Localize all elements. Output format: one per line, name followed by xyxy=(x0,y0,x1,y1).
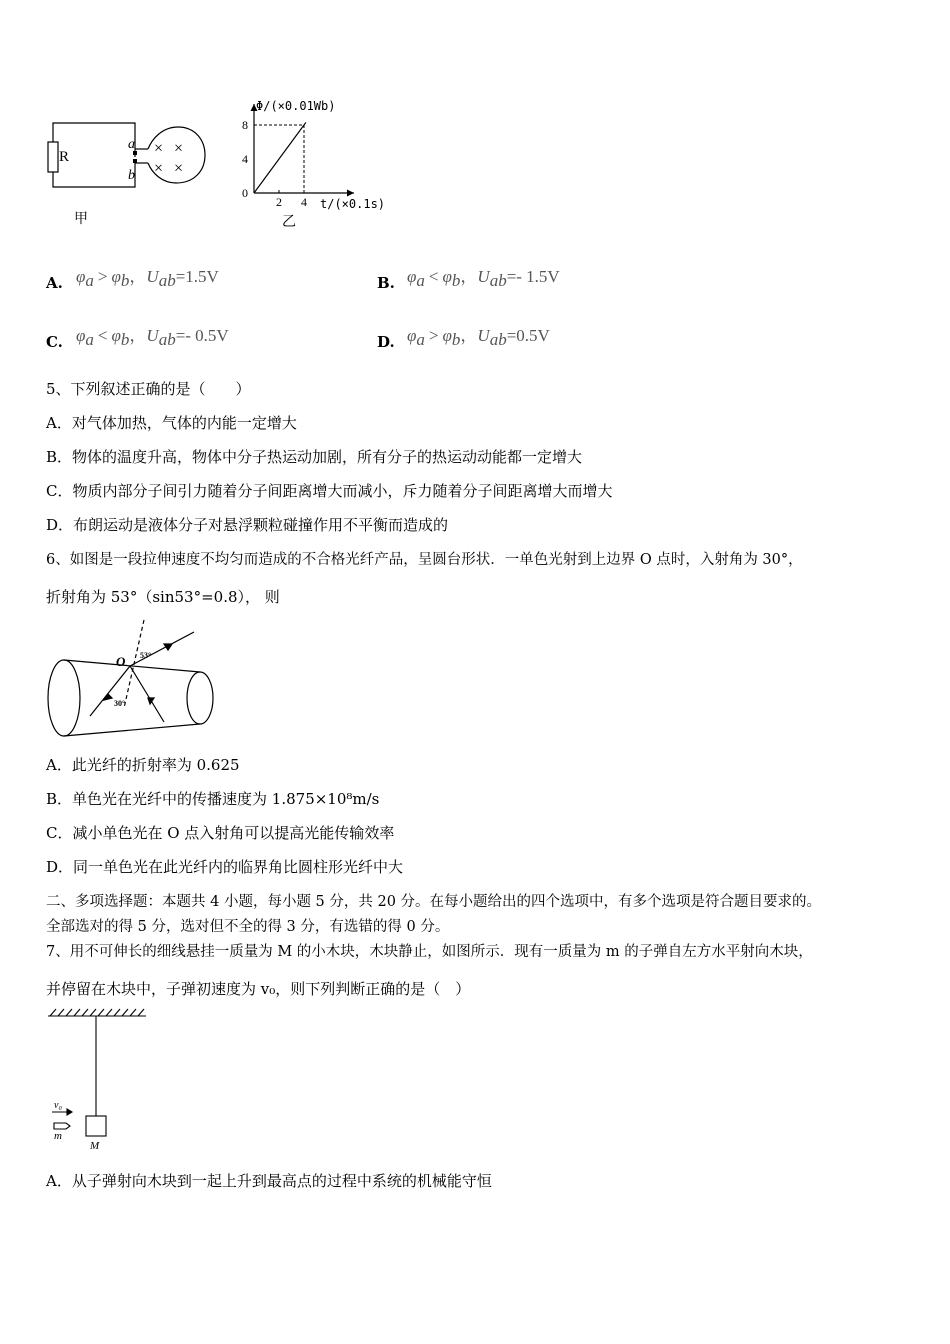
q5-option-d[interactable]: D．布朗运动是液体分子对悬浮颗粒碰撞作用不平衡而造成的 xyxy=(46,516,449,534)
q5-stem: 5、下列叙述正确的是（ ） xyxy=(46,380,251,398)
resistor xyxy=(48,142,58,172)
option-letter: C. xyxy=(46,333,63,351)
field-cross-icon: × xyxy=(154,140,164,157)
ceiling-hatch xyxy=(50,1009,144,1016)
relation-sign: > xyxy=(428,326,439,345)
circuit-figure-jia xyxy=(40,115,220,230)
voltage-value: =- 0.5V xyxy=(175,326,229,345)
flux-series-line xyxy=(254,125,304,193)
field-cross-icon: × xyxy=(154,160,164,177)
y-axis-label: Φ/(×0.01Wb) xyxy=(256,99,336,113)
q6-option-a[interactable]: A．此光纤的折射率为 0.625 xyxy=(46,756,240,774)
M-label: M xyxy=(90,1140,100,1152)
y-tick-label: 0 xyxy=(242,186,248,200)
q6-option-b[interactable]: B．单色光在光纤中的传播速度为 1.875×10⁸m/s xyxy=(46,790,380,808)
v0-label: v₀ xyxy=(54,1100,62,1111)
flux-time-graph-yi xyxy=(236,92,396,232)
angle-30-label: 30° xyxy=(114,699,126,708)
wooden-block xyxy=(86,1116,106,1136)
voltage-value: =- 1.5V xyxy=(506,267,560,286)
q7-option-a[interactable]: A．从子弹射向木块到一起上升到最高点的过程中系统的机械能守恒 xyxy=(46,1172,492,1190)
q4-option-d[interactable]: D. $\varphi_a > \varphi_b$，$U_{ab}=0.5V$ xyxy=(377,326,550,351)
terminal-a-label: a xyxy=(128,137,135,152)
q5-option-c[interactable]: C．物质内部分子间引力随着分子间距离增大而减小，斥力随着分子间距离增大而增大 xyxy=(46,482,613,500)
q7-stem-line1: 7、用不可伸长的细线悬挂一质量为 M 的小木块，木块静止，如图所示．现有一质量为 m 的子弹自左方水平射向木块， xyxy=(46,944,813,960)
voltage-value: =0.5V xyxy=(506,326,550,345)
y-tick-label: 8 xyxy=(242,118,248,132)
reflected-ray xyxy=(130,666,164,722)
q4-option-b[interactable]: B. $\varphi_a < \varphi_b$，$U_{ab}=-$ 1.5V xyxy=(377,267,560,292)
x-tick-label: 4 xyxy=(301,195,307,209)
pendulum-block-figure xyxy=(44,1006,154,1154)
relation-sign: < xyxy=(428,267,439,286)
q6-option-c[interactable]: C．减小单色光在 O 点入射角可以提高光能传输效率 xyxy=(46,824,395,842)
option-letter: D. xyxy=(377,333,395,351)
q6-stem-line2: 折射角为 53°（sin53°=0.8）， 则 xyxy=(46,588,280,606)
y-tick-label: 4 xyxy=(242,152,248,166)
voltage-value: =1.5V xyxy=(175,267,219,286)
relation-sign: > xyxy=(97,267,108,286)
section2-line2: 全部选对的得 5 分，选对但不全的得 3 分，有选错的得 0 分。 xyxy=(46,919,450,935)
refracted-ray xyxy=(90,666,130,716)
q7-stem-line2: 并停留在木块中，子弹初速度为 v₀，则下列判断正确的是（ ） xyxy=(46,980,471,998)
angle-53-label: 53° xyxy=(140,651,152,660)
q4-option-a[interactable]: A. $\varphi_a > \varphi_b$，$U_{ab}=1.5V$ xyxy=(46,267,219,292)
q6-option-d[interactable]: D．同一单色光在此光纤内的临界角比圆柱形光纤中大 xyxy=(46,858,404,876)
q5-option-a[interactable]: A．对气体加热，气体的内能一定增大 xyxy=(46,414,297,432)
figure-caption-jia: 甲 xyxy=(74,212,88,227)
x-axis-label: t/(×0.1s) xyxy=(320,197,386,211)
x-tick-label: 2 xyxy=(276,195,282,209)
fiber-left-face xyxy=(48,660,80,736)
flux-series-line-extension xyxy=(304,122,306,125)
q6-stem-line1: 6、如图是一段拉伸速度不均匀而造成的不合格光纤产品，呈圆台形状．一单色光射到上边界 O 点时，入射角为 30°， xyxy=(46,552,803,568)
fiber-right-face xyxy=(187,672,213,724)
figure-caption-yi: 乙 xyxy=(282,215,296,230)
resistor-label: R xyxy=(59,149,70,165)
option-letter: B. xyxy=(377,274,395,292)
bullet xyxy=(54,1123,70,1129)
point-o-label: O xyxy=(116,654,126,669)
terminal-b-label: b xyxy=(128,168,135,183)
field-cross-icon: × xyxy=(174,160,184,177)
relation-sign: < xyxy=(97,326,108,345)
section2-line1: 二、多项选择题：本题共 4 小题，每小题 5 分，共 20 分。在每小题给出的四个选项中，有多个选项是符合题目要求的。 xyxy=(46,894,822,910)
optical-fiber-figure xyxy=(44,616,224,742)
q4-option-c[interactable]: C. $\varphi_a < \varphi_b$，$U_{ab}=-$ 0.5V xyxy=(46,326,229,351)
option-letter: A. xyxy=(46,274,63,292)
q5-option-b[interactable]: B．物体的温度升高，物体中分子热运动加剧，所有分子的热运动动能都一定增大 xyxy=(46,448,583,466)
field-cross-icon: × xyxy=(174,140,184,157)
m-label: m xyxy=(54,1130,62,1142)
